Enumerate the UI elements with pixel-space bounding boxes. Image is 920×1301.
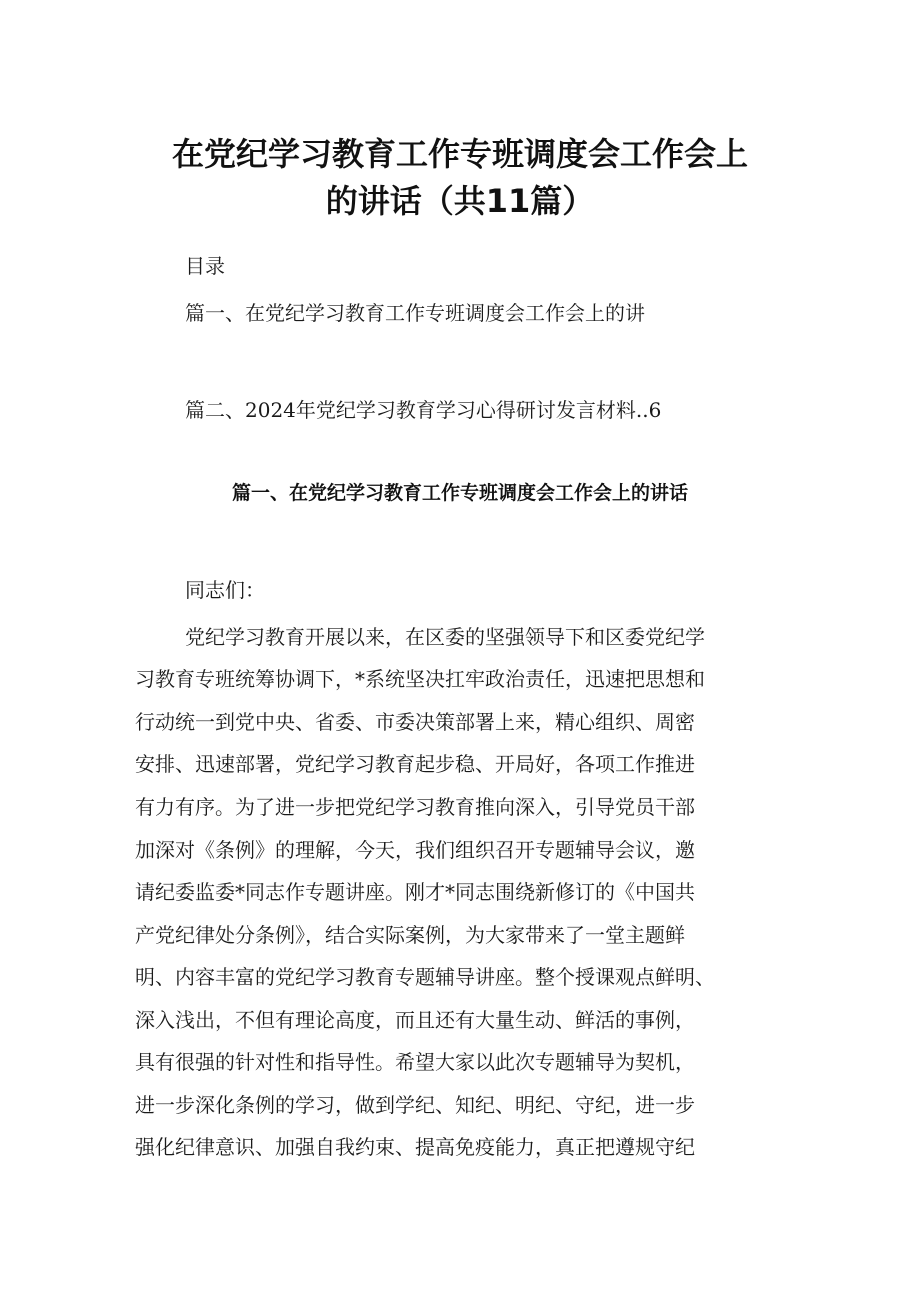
body-line: 安排、迅速部署，党纪学习教育起步稳、开局好，各项工作推进 [135,752,695,776]
document-title-line-1: 在党纪学习教育工作专班调度会工作会上 [171,135,748,173]
toc-label: 目录 [185,254,225,278]
body-line: 请纪委监委*同志作专题讲座。刚才*同志围绕新修订的《中国共 [135,880,695,904]
body-line: 行动统一到党中央、省委、市委决策部署上来，精心组织、周密 [135,710,695,734]
body-line: 强化纪律意识、加强自我约束、提高免疫能力，真正把遵规守纪 [135,1135,695,1159]
body-line: 进一步深化条例的学习，做到学纪、知纪、明纪、守纪，进一步 [135,1093,695,1117]
body-line: 明、内容丰富的党纪学习教育专题辅导讲座。整个授课观点鲜明、 [135,965,715,989]
body-line: 党纪学习教育开展以来，在区委的坚强领导下和区委党纪学 [185,625,705,649]
body-line: 习教育专班统筹协调下，*系统坚决扛牢政治责任，迅速把思想和 [135,667,705,691]
body-line: 有力有序。为了进一步把党纪学习教育推向深入，引导党员干部 [135,795,695,819]
body-line: 具有很强的针对性和指导性。希望大家以此次专题辅导为契机， [135,1050,695,1074]
toc-item-2[interactable]: 篇二、2024年党纪学习教育学习心得研讨发言材料..6 [185,398,662,422]
toc-item-1[interactable]: 篇一、在党纪学习教育工作专班调度会工作会上的讲 [185,301,645,325]
body-line: 产党纪律处分条例》，结合实际案例，为大家带来了一堂主题鲜 [135,923,685,947]
body-line: 深入浅出，不但有理论高度，而且还有大量生动、鲜活的事例， [135,1008,695,1032]
salutation: 同志们： [185,578,265,602]
section-heading: 篇一、在党纪学习教育工作专班调度会工作会上的讲话 [231,482,688,504]
body-line: 加深对《条例》的理解，今天，我们组织召开专题辅导会议，邀 [135,838,695,862]
document-title-line-2: 的讲话（共11篇） [325,182,595,220]
